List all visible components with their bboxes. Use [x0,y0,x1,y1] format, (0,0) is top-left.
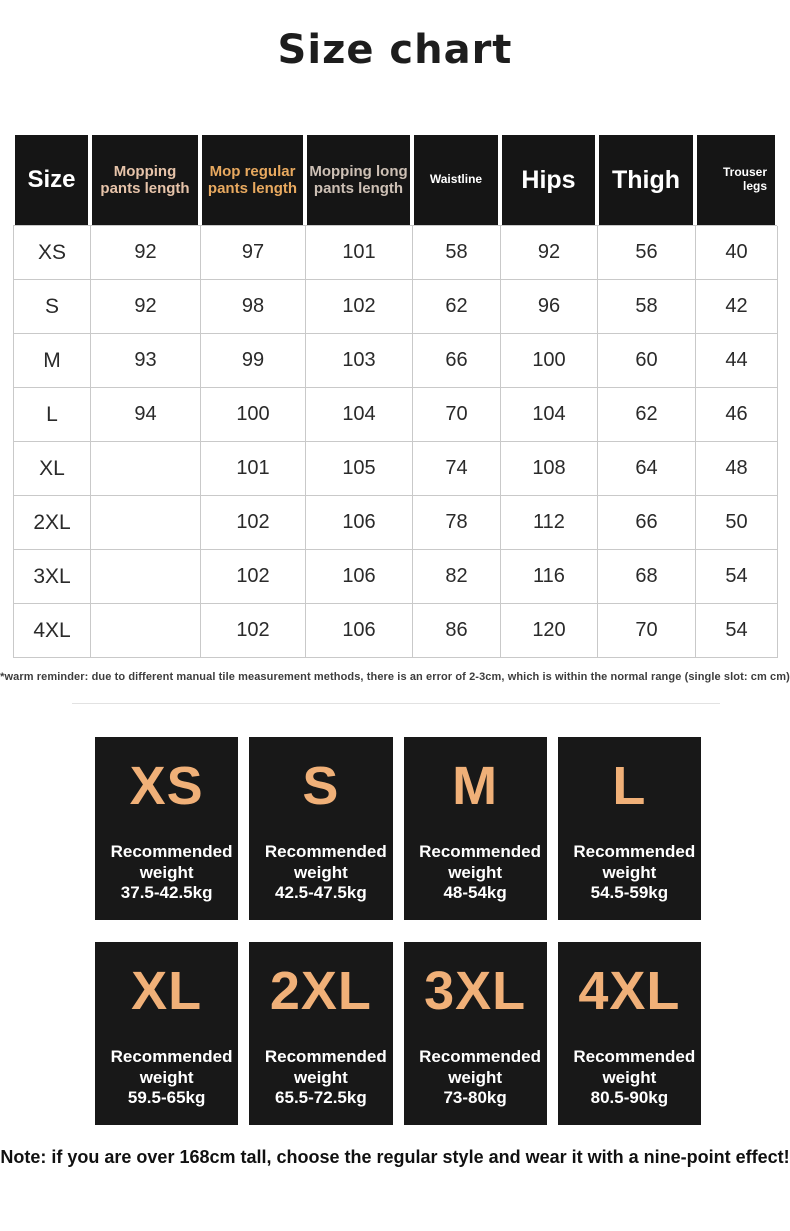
table-cell: 40 [696,226,778,280]
table-cell: 62 [413,280,501,334]
table-cell: 86 [413,604,501,658]
table-cell: 102 [201,604,306,658]
size-card-weight [110,841,233,904]
table-cell: 100 [501,334,598,388]
size-card-s [249,737,392,920]
table-cell: 101 [306,226,413,280]
table-cell: 60 [598,334,696,388]
table-cell: 104 [306,388,413,442]
size-card-weight-range: 48-54kg [443,883,507,903]
table-cell-size: S [14,280,91,334]
size-card-4xl [558,942,701,1125]
table-header-label: Size [15,135,88,225]
size-card-weight-range: 59.5-65kg [127,1088,206,1108]
table-cell: 66 [598,496,696,550]
table-cell [91,550,201,604]
table-cell: 56 [598,226,696,280]
table-cell: 108 [501,442,598,496]
table-cell: 48 [696,442,778,496]
table-cell: 64 [598,442,696,496]
table-row-4xl [14,604,777,658]
size-card-weight-range: 42.5-47.5kg [275,883,367,903]
table-row-s [14,280,777,334]
size-card-xs [95,737,238,920]
table-cell: 68 [598,550,696,604]
table-cell: 120 [501,604,598,658]
size-card-weight-label: Recommended weight [573,1046,696,1087]
table-row-3xl [14,550,777,604]
size-card-label: S [302,756,340,816]
size-card-3xl [404,942,547,1125]
size-card-weight-label: Recommended weight [419,1046,541,1087]
table-cell: 93 [91,334,201,388]
table-cell: 54 [696,550,778,604]
size-cards-grid [95,737,701,1125]
size-card-weight-label: Recommended weight [264,841,387,882]
table-cell-size: XS [14,226,91,280]
size-card-label: 4XL [578,961,681,1021]
table-header-label: Mopping long pants length [307,135,410,225]
table-row-xs [14,226,777,280]
table-cell [91,496,201,550]
size-card-m [404,737,547,920]
table-cell: 58 [598,280,696,334]
size-card-weight-range: 80.5-90kg [590,1088,669,1108]
table-cell-size: 3XL [14,550,91,604]
table-cell: 50 [696,496,778,550]
table-cell: 92 [501,226,598,280]
table-cell: 82 [413,550,501,604]
size-card-weight [573,1046,696,1109]
table-cell: 105 [306,442,413,496]
table-cell [91,604,201,658]
table-cell: 102 [201,550,306,604]
table-cell: 104 [501,388,598,442]
table-header-cell-trouser-legs [695,135,777,225]
table-cell: 54 [696,604,778,658]
size-card-weight-label: Recommended weight [110,1046,233,1087]
table-cell: 97 [201,226,306,280]
size-card-weight-range: 54.5-59kg [590,883,669,903]
table-cell: 66 [413,334,501,388]
table-cell: 101 [201,442,306,496]
table-cell: 46 [696,388,778,442]
table-cell: 112 [501,496,598,550]
size-card-label: 2XL [269,961,372,1021]
table-row-xl [14,442,777,496]
size-card-2xl [249,942,392,1125]
bottom-note: Note: if you are over 168cm tall, choose the regular style and wear it with a nine-point effect! [0,1147,790,1167]
table-cell: 44 [696,334,778,388]
table-cell: 62 [598,388,696,442]
table-row-2xl [14,496,777,550]
size-card-weight-range: 37.5-42.5kg [120,883,213,903]
table-cell: 106 [306,550,413,604]
table-row-l [14,388,777,442]
size-card-weight-label: Recommended weight [264,1046,387,1087]
table-cell: 103 [306,334,413,388]
table-header-cell-size [13,135,90,225]
table-cell: 102 [306,280,413,334]
size-card-weight [264,841,387,904]
divider-line [72,703,720,704]
size-card-weight-range: 65.5-72.5kg [275,1088,367,1108]
table-header-label: Trouser legs [697,135,775,225]
size-card-weight-range: 73-80kg [443,1088,507,1108]
table-cell: 94 [91,388,201,442]
table-header-label: Mop regular pants length [202,135,303,225]
table-header-cell-mopping-pants-length [90,135,200,225]
table-header-cell-thigh [597,135,695,225]
size-card-label: XL [131,961,203,1021]
table-body [13,225,777,658]
table-row-m [14,334,777,388]
table-header-cell-mopping-long-pants-length [305,135,412,225]
table-cell: 96 [501,280,598,334]
table-cell-size: M [14,334,91,388]
table-cell: 70 [598,604,696,658]
page-title: Size chart [277,27,513,73]
table-cell: 106 [306,604,413,658]
warm-reminder-text: *warm reminder: due to different manual tile measurement methods, there is an error of 2-3cm, which is within the normal range (single slot: cm cm) [0,671,790,683]
size-card-xl [95,942,238,1125]
table-header-label: Mopping pants length [92,135,198,225]
table-header-cell-waistline [412,135,500,225]
table-header-cell-mop-regular-pants-length [200,135,305,225]
table-cell: 100 [201,388,306,442]
size-card-l [558,737,701,920]
size-card-weight [419,841,541,904]
size-card-label: L [612,756,647,816]
table-cell: 78 [413,496,501,550]
size-card-label: M [452,756,499,816]
table-cell: 58 [413,226,501,280]
table-header-label: Thigh [599,135,693,225]
size-card-weight [573,841,696,904]
table-cell [91,442,201,496]
size-card-weight-label: Recommended weight [110,841,233,882]
table-cell: 92 [91,280,201,334]
table-cell: 42 [696,280,778,334]
table-cell: 102 [201,496,306,550]
table-cell-size: 2XL [14,496,91,550]
table-header-label: Waistline [414,135,498,225]
table-cell: 116 [501,550,598,604]
table-cell: 70 [413,388,501,442]
table-header-cell-hips [500,135,597,225]
size-card-weight [264,1046,387,1109]
size-card-weight [419,1046,541,1109]
table-header-row [13,135,777,225]
size-card-label: XS [129,756,204,816]
table-header-label: Hips [502,135,595,225]
size-table [13,135,777,658]
size-card-weight-label: Recommended weight [419,841,541,882]
table-cell: 74 [413,442,501,496]
size-card-weight [110,1046,233,1109]
table-cell-size: 4XL [14,604,91,658]
table-cell: 98 [201,280,306,334]
size-card-label: 3XL [424,961,527,1021]
table-cell: 106 [306,496,413,550]
table-cell: 92 [91,226,201,280]
table-cell-size: L [14,388,91,442]
table-cell-size: XL [14,442,91,496]
table-cell: 99 [201,334,306,388]
size-card-weight-label: Recommended weight [573,841,696,882]
